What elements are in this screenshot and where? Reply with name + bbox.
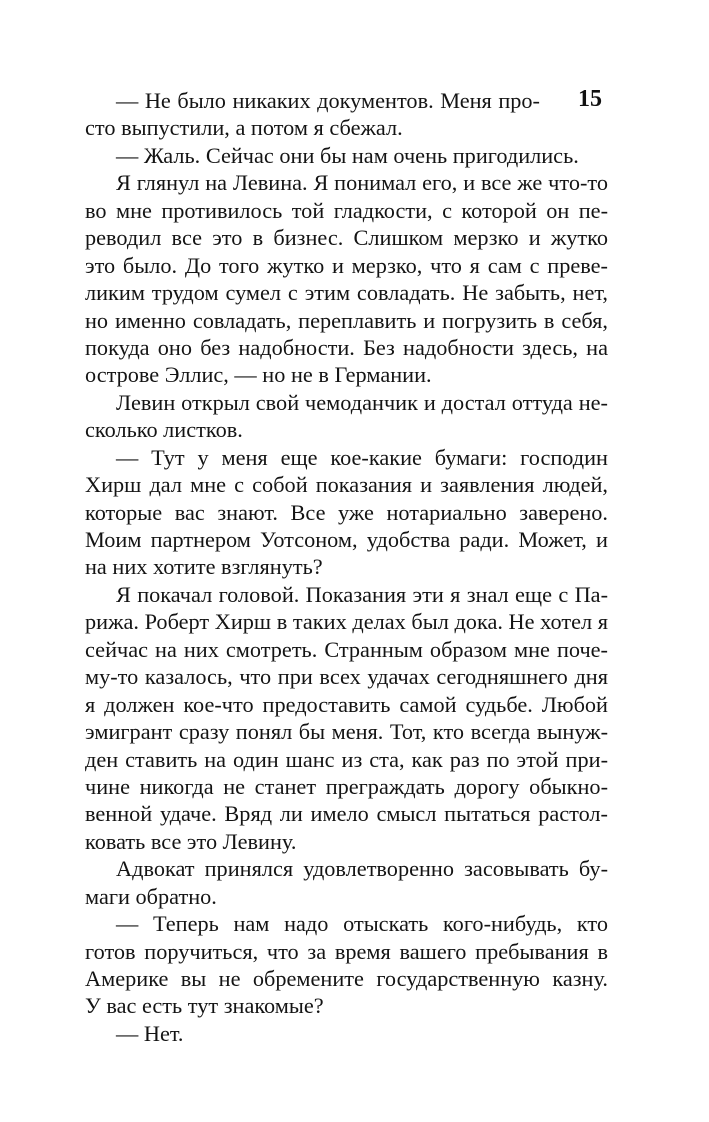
text-line: острове Эллис, — но не в Германии. [85, 362, 432, 388]
text-line: Моим партнером Уотсоном, удобства ради. Может, и [85, 527, 608, 552]
text-line: чине никогда не станет преграждать дорогу обыкно- [85, 773, 608, 799]
text-line: му-то казалось, что при всех удачах сегодняшнего дня [85, 664, 608, 690]
text-line: — Жаль. Сейчас они бы нам очень пригодились. [116, 142, 579, 168]
text-line: венной удаче. Вряд ли имело смысл пытаться растол- [85, 801, 608, 827]
text-line: маги обратно. [85, 883, 217, 909]
text-line: ковать все это Левину. [85, 828, 297, 854]
text-line: — Нет. [116, 1020, 184, 1046]
text-line: У вас есть тут знакомые? [85, 993, 324, 1019]
text-line: Америке вы не обремените государственную казну. [85, 966, 608, 991]
text-line: сто выпустили, а потом я сбежал. [85, 115, 403, 141]
text-line: — Теперь нам надо отыскать кого-нибудь, кто [116, 911, 608, 937]
text-line: сколько листков. [85, 417, 243, 443]
text-line: ликим трудом сумел с этим совладать. Не забыть, нет, [85, 280, 608, 306]
text-line: которые вас знают. Все уже нотариально заверено. [85, 499, 608, 525]
text-line: Адвокат принялся удовлетворенно засовывать бу- [116, 856, 608, 882]
text-line: во мне противилось той гладкости, с которой он пе- [85, 197, 608, 223]
text-line: реводил все это в бизнес. Слишком мерзко и жутко [85, 225, 608, 251]
text-line: — Тут у меня еще кое-какие бумаги: господин [116, 444, 608, 470]
text-line: эмигрант сразу понял бы меня. Тот, кто всегда вынуж- [85, 719, 608, 745]
text-line: на них хотите взглянуть? [85, 554, 323, 580]
text-line: рижа. Роберт Хирш в таких делах был дока. Не хотел я [85, 609, 608, 635]
text-line: я должен кое-что предоставить самой судьбе. Любой [85, 691, 608, 717]
text-line: ден ставить на один шанс из ста, как раз по этой при- [85, 746, 608, 772]
text-line: но именно совладать, переплавить и погрузить в себя, [85, 307, 608, 333]
text-line: Хирш дал мне с собой показания и заявления людей, [85, 472, 608, 498]
text-line: — Не было никаких документов. Меня про- [116, 88, 540, 113]
text-line: сейчас на них смотреть. Странным образом мне поче- [85, 636, 608, 662]
text-line: готов поручиться, что за время вашего пребывания в [85, 938, 608, 964]
page-number: 15 [578, 86, 602, 112]
text-line: Левин открыл свой чемоданчик и достал оттуда не- [116, 389, 608, 415]
text-line: это было. До того жутко и мерзко, что я сам с преве- [85, 252, 608, 278]
body-text [85, 87, 608, 1047]
text-line: Я глянул на Левина. Я понимал его, и все же что-то [116, 170, 608, 196]
text-line: покуда оно без надобности. Без надобности здесь, на [85, 334, 608, 360]
text-line: Я покачал головой. Показания эти я знал еще с Па- [116, 581, 608, 607]
